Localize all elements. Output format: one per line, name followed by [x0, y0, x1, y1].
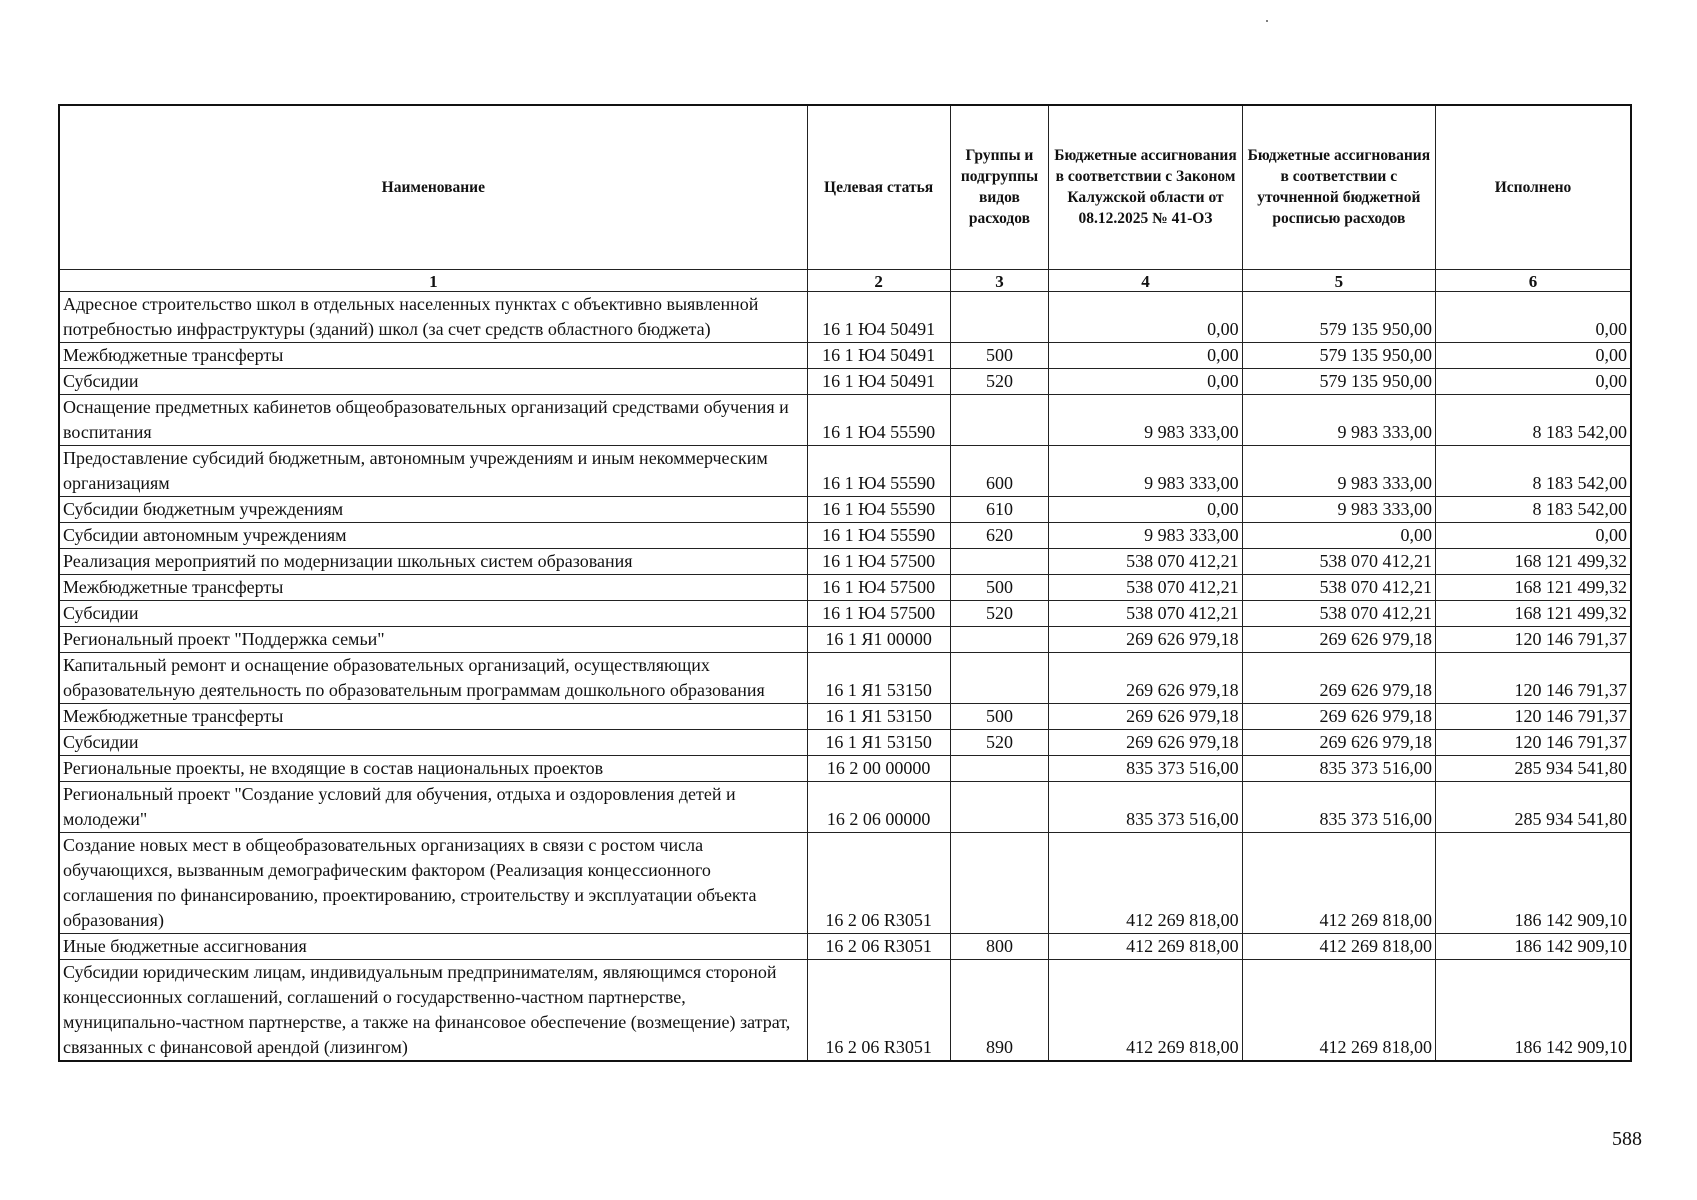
- table-row: [59, 445, 1631, 496]
- table-body: [59, 291, 1631, 1061]
- row-law-amount: 538 070 412,21: [1049, 548, 1242, 574]
- row-law-amount: 835 373 516,00: [1049, 755, 1242, 781]
- row-expense-group: 610: [950, 496, 1049, 522]
- row-target-article: 16 1 Ю4 50491: [807, 368, 950, 394]
- page-number: 588: [1612, 1128, 1642, 1150]
- row-executed-amount: 8 183 542,00: [1436, 496, 1631, 522]
- row-plan-amount: 412 269 818,00: [1242, 832, 1435, 933]
- row-expense-group: [950, 291, 1049, 342]
- row-plan-amount: 269 626 979,18: [1242, 729, 1435, 755]
- row-plan-amount: 835 373 516,00: [1242, 755, 1435, 781]
- row-expense-group: 520: [950, 600, 1049, 626]
- table-row: [59, 703, 1631, 729]
- row-name: Субсидии юридическим лицам, индивидуальным предпринимателям, являющимся стороной концессионных соглашений, соглашений о государственно-частном партнерстве, муниципально-частном партнерстве, а также на финансовое обеспечение (возмещение) затрат, связанных с финансовой арендой (лизингом): [59, 959, 807, 1061]
- row-executed-amount: 186 142 909,10: [1436, 933, 1631, 959]
- row-expense-group: 520: [950, 729, 1049, 755]
- row-plan-amount: 412 269 818,00: [1242, 933, 1435, 959]
- row-name: Предоставление субсидий бюджетным, автономным учреждениям и иным некоммерческим организациям: [59, 445, 807, 496]
- row-expense-group: [950, 652, 1049, 703]
- row-name: Иные бюджетные ассигнования: [59, 933, 807, 959]
- header-name: Наименование: [59, 105, 807, 269]
- row-expense-group: [950, 781, 1049, 832]
- row-executed-amount: 168 121 499,32: [1436, 574, 1631, 600]
- row-executed-amount: 285 934 541,80: [1436, 781, 1631, 832]
- row-law-amount: 269 626 979,18: [1049, 703, 1242, 729]
- row-name: Создание новых мест в общеобразовательных организациях в связи с ростом числа обучающихся, вызванным демографическим фактором (Реализация концессионного соглашения по финансированию, проектированию, строительству и эксплуатации объекта образования): [59, 832, 807, 933]
- row-plan-amount: 538 070 412,21: [1242, 574, 1435, 600]
- row-expense-group: [950, 832, 1049, 933]
- row-expense-group: 800: [950, 933, 1049, 959]
- row-plan-amount: 269 626 979,18: [1242, 703, 1435, 729]
- row-target-article: 16 1 Я1 53150: [807, 703, 950, 729]
- row-executed-amount: 186 142 909,10: [1436, 832, 1631, 933]
- row-name: Региональный проект "Создание условий для обучения, отдыха и оздоровления детей и молодежи": [59, 781, 807, 832]
- row-executed-amount: 0,00: [1436, 291, 1631, 342]
- row-expense-group: 500: [950, 342, 1049, 368]
- row-target-article: 16 1 Я1 53150: [807, 729, 950, 755]
- row-target-article: 16 2 06 R3051: [807, 933, 950, 959]
- row-executed-amount: 168 121 499,32: [1436, 548, 1631, 574]
- header-executed: Исполнено: [1436, 105, 1631, 269]
- row-target-article: 16 1 Ю4 55590: [807, 496, 950, 522]
- row-target-article: 16 1 Ю4 57500: [807, 574, 950, 600]
- row-executed-amount: 120 146 791,37: [1436, 652, 1631, 703]
- table-row: [59, 496, 1631, 522]
- row-expense-group: 500: [950, 703, 1049, 729]
- row-law-amount: 9 983 333,00: [1049, 522, 1242, 548]
- column-number: 3: [950, 269, 1049, 291]
- row-plan-amount: 9 983 333,00: [1242, 445, 1435, 496]
- row-executed-amount: 120 146 791,37: [1436, 703, 1631, 729]
- row-executed-amount: 8 183 542,00: [1436, 445, 1631, 496]
- row-plan-amount: 538 070 412,21: [1242, 600, 1435, 626]
- header-law-allocations: Бюджетные ассигнования в соответствии с Законом Калужской области от 08.12.2025 № 41-ОЗ: [1049, 105, 1242, 269]
- table-row: [59, 755, 1631, 781]
- row-executed-amount: 0,00: [1436, 342, 1631, 368]
- column-number: 1: [59, 269, 807, 291]
- row-plan-amount: 835 373 516,00: [1242, 781, 1435, 832]
- row-name: Реализация мероприятий по модернизации школьных систем образования: [59, 548, 807, 574]
- row-plan-amount: 9 983 333,00: [1242, 496, 1435, 522]
- row-executed-amount: 120 146 791,37: [1436, 729, 1631, 755]
- row-name: Адресное строительство школ в отдельных населенных пунктах с объективно выявленной потребностью инфраструктуры (зданий) школ (за счет средств областного бюджета): [59, 291, 807, 342]
- row-plan-amount: 579 135 950,00: [1242, 291, 1435, 342]
- row-executed-amount: 120 146 791,37: [1436, 626, 1631, 652]
- row-target-article: 16 1 Я1 53150: [807, 652, 950, 703]
- row-name: Оснащение предметных кабинетов общеобразовательных организаций средствами обучения и воспитания: [59, 394, 807, 445]
- row-law-amount: 538 070 412,21: [1049, 600, 1242, 626]
- table-row: [59, 394, 1631, 445]
- row-expense-group: [950, 548, 1049, 574]
- row-law-amount: 0,00: [1049, 291, 1242, 342]
- table-row: [59, 781, 1631, 832]
- row-law-amount: 0,00: [1049, 342, 1242, 368]
- row-law-amount: 412 269 818,00: [1049, 933, 1242, 959]
- header-target-article: Целевая статья: [807, 105, 950, 269]
- budget-table: [58, 104, 1632, 1062]
- table-row: [59, 548, 1631, 574]
- row-executed-amount: 0,00: [1436, 368, 1631, 394]
- row-executed-amount: 168 121 499,32: [1436, 600, 1631, 626]
- row-target-article: 16 1 Ю4 50491: [807, 342, 950, 368]
- table-row: [59, 729, 1631, 755]
- row-name: Межбюджетные трансферты: [59, 703, 807, 729]
- row-law-amount: 269 626 979,18: [1049, 652, 1242, 703]
- row-law-amount: 0,00: [1049, 368, 1242, 394]
- row-expense-group: [950, 755, 1049, 781]
- table-row: [59, 342, 1631, 368]
- row-executed-amount: 8 183 542,00: [1436, 394, 1631, 445]
- table-row: [59, 959, 1631, 1061]
- row-executed-amount: 285 934 541,80: [1436, 755, 1631, 781]
- table-row: [59, 368, 1631, 394]
- column-number: 2: [807, 269, 950, 291]
- row-name: Межбюджетные трансферты: [59, 574, 807, 600]
- row-expense-group: 600: [950, 445, 1049, 496]
- table-row: [59, 626, 1631, 652]
- table-row: [59, 291, 1631, 342]
- column-number-row: [59, 269, 1631, 291]
- row-name: Субсидии: [59, 729, 807, 755]
- row-expense-group: [950, 394, 1049, 445]
- row-plan-amount: 269 626 979,18: [1242, 626, 1435, 652]
- table-row: [59, 933, 1631, 959]
- row-law-amount: 412 269 818,00: [1049, 959, 1242, 1061]
- row-expense-group: 500: [950, 574, 1049, 600]
- row-law-amount: 0,00: [1049, 496, 1242, 522]
- row-name: Субсидии: [59, 600, 807, 626]
- row-law-amount: 9 983 333,00: [1049, 394, 1242, 445]
- row-target-article: 16 1 Ю4 55590: [807, 394, 950, 445]
- row-plan-amount: 538 070 412,21: [1242, 548, 1435, 574]
- row-plan-amount: 0,00: [1242, 522, 1435, 548]
- table-row: [59, 652, 1631, 703]
- row-target-article: 16 1 Ю4 57500: [807, 600, 950, 626]
- row-law-amount: 269 626 979,18: [1049, 729, 1242, 755]
- scan-speck: [1266, 20, 1268, 22]
- row-name: Субсидии: [59, 368, 807, 394]
- row-name: Субсидии бюджетным учреждениям: [59, 496, 807, 522]
- row-plan-amount: 412 269 818,00: [1242, 959, 1435, 1061]
- row-target-article: 16 2 06 00000: [807, 781, 950, 832]
- row-target-article: 16 2 06 R3051: [807, 832, 950, 933]
- row-plan-amount: 269 626 979,18: [1242, 652, 1435, 703]
- row-executed-amount: 0,00: [1436, 522, 1631, 548]
- row-target-article: 16 1 Ю4 55590: [807, 445, 950, 496]
- column-number: 6: [1436, 269, 1631, 291]
- header-expense-groups: Группы и подгруппы видов расходов: [950, 105, 1049, 269]
- row-expense-group: [950, 626, 1049, 652]
- table-row: [59, 832, 1631, 933]
- row-name: Региональные проекты, не входящие в состав национальных проектов: [59, 755, 807, 781]
- row-name: Капитальный ремонт и оснащение образовательных организаций, осуществляющих образовательную деятельность по образовательным программам дошкольного образования: [59, 652, 807, 703]
- row-target-article: 16 2 00 00000: [807, 755, 950, 781]
- header-plan-allocations: Бюджетные ассигнования в соответствии с уточненной бюджетной росписью расходов: [1242, 105, 1435, 269]
- table-header-row: [59, 105, 1631, 269]
- row-expense-group: 890: [950, 959, 1049, 1061]
- row-target-article: 16 2 06 R3051: [807, 959, 950, 1061]
- row-expense-group: 520: [950, 368, 1049, 394]
- table-row: [59, 600, 1631, 626]
- row-plan-amount: 579 135 950,00: [1242, 342, 1435, 368]
- row-law-amount: 835 373 516,00: [1049, 781, 1242, 832]
- row-plan-amount: 579 135 950,00: [1242, 368, 1435, 394]
- row-name: Региональный проект "Поддержка семьи": [59, 626, 807, 652]
- table-row: [59, 522, 1631, 548]
- row-law-amount: 9 983 333,00: [1049, 445, 1242, 496]
- row-name: Межбюджетные трансферты: [59, 342, 807, 368]
- row-target-article: 16 1 Ю4 57500: [807, 548, 950, 574]
- column-number: 4: [1049, 269, 1242, 291]
- row-target-article: 16 1 Ю4 55590: [807, 522, 950, 548]
- row-target-article: 16 1 Ю4 50491: [807, 291, 950, 342]
- table-row: [59, 574, 1631, 600]
- row-law-amount: 269 626 979,18: [1049, 626, 1242, 652]
- column-number: 5: [1242, 269, 1435, 291]
- row-expense-group: 620: [950, 522, 1049, 548]
- row-plan-amount: 9 983 333,00: [1242, 394, 1435, 445]
- row-name: Субсидии автономным учреждениям: [59, 522, 807, 548]
- row-law-amount: 412 269 818,00: [1049, 832, 1242, 933]
- row-law-amount: 538 070 412,21: [1049, 574, 1242, 600]
- row-executed-amount: 186 142 909,10: [1436, 959, 1631, 1061]
- row-target-article: 16 1 Я1 00000: [807, 626, 950, 652]
